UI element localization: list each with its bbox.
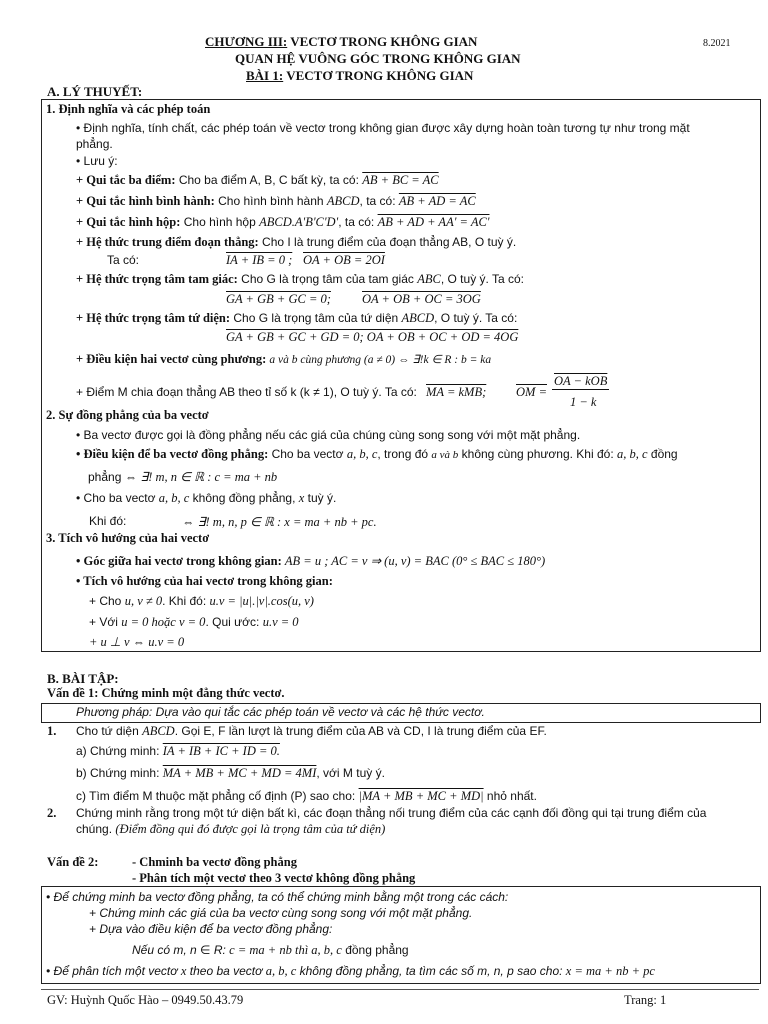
rule-collinear-formula: a và b cùng phương (a ≠ 0) ⇔ ∃!k ∈ R : b = ka — [269, 354, 492, 366]
q1b-formula: MA + MB + MC + MD = 4MI — [162, 766, 317, 780]
q1b-text: b) Chứng minh: — [76, 766, 163, 780]
part3-angle — [76, 553, 545, 569]
q2-text: Chứng minh rằng trong một tứ diện bất kì, các đoạn thẳng nối trung điểm của các cạnh đối đồng qui tại trung điểm của — [76, 806, 707, 820]
part3-dot-def-f1: u, v ≠ 0 — [124, 594, 163, 608]
topic2-label: Vấn đề 2: — [47, 855, 99, 869]
rule-midpoint — [76, 235, 516, 250]
rule-triangle-centroid-formula2: OA + OB + OC = 3OG — [362, 292, 481, 306]
rule-midpoint-formula2: OA + OB = 2OI — [303, 253, 385, 267]
rule-tetra-centroid-text2: , O tuỳ ý. Ta có: — [434, 311, 518, 325]
lesson-title-prefix: BÀI 1: — [246, 68, 284, 83]
part3-perpendicular: + u ⊥ v ⇔ u.v = 0 — [89, 635, 185, 649]
part2-title: 2. Sự đồng phẳng của ba vectơ — [46, 408, 209, 422]
part3-dot-def-f2: u.v = |u|.|v|.cos(u, v) — [209, 594, 314, 608]
topic2-method1: • Để chứng minh ba vectơ đồng phẳng, ta có thể chứng minh bằng một trong các cách: — [46, 890, 509, 904]
rule-triangle-centroid-text: Cho G là trọng tâm của tam giác — [237, 272, 418, 286]
topic1-method: Phương pháp: Dựa vào qui tắc các phép toán về vectơ và các hệ thức vectơ. — [76, 705, 485, 719]
q1c-text: c) Tìm điểm M thuộc mặt phẳng cố định (P) sao cho: — [76, 789, 359, 803]
part2-khido: Khi đó: — [89, 514, 127, 528]
q1b — [76, 766, 385, 781]
rule-triangle-centroid-text2: , O tuỳ ý. Ta có: — [440, 272, 524, 286]
part2-condition-obj: a, b, c — [346, 447, 378, 461]
q1a-formula: IA + IB + IC + ID = 0. — [162, 744, 280, 758]
section-b-heading: B. BÀI TẬP: — [47, 671, 119, 686]
topic2-title2: - Phân tích một vectơ theo 3 vectơ không đồng phẳng — [132, 871, 416, 885]
q1-text-a: Cho tứ diện — [76, 724, 143, 738]
q1a — [76, 744, 280, 759]
part3-dot-zero-text: + Với — [89, 615, 122, 629]
rule-midpoint-formula1: IA + IB = 0 ; — [226, 253, 293, 267]
rule-parallelogram-text: Cho hình bình hành — [214, 194, 327, 208]
rule-division-formula2-den: 1 − k — [570, 395, 597, 409]
q1c-formula: |MA + MB + MC + MD| — [358, 789, 484, 803]
topic2-method4-formula: c = ma + nb thì a, b, c — [229, 943, 342, 957]
topic2-method4-text2: đồng phẳng — [341, 943, 409, 957]
part2-condition — [76, 447, 678, 462]
part2-noncoplanar-obj: a, b, c — [158, 491, 190, 505]
footer-author: GV: Huỳnh Quốc Hào – 0949.50.43.79 — [47, 993, 244, 1007]
footer-page: Trang: 1 — [624, 993, 667, 1007]
part3-dot-def-text2: . Khi đó: — [162, 594, 210, 608]
rule-triangle-centroid — [76, 272, 524, 287]
part2-noncoplanar — [76, 491, 336, 506]
part2-condition-text: Cho ba vectơ — [268, 447, 347, 461]
rule-division-formula1: MA = kMB; — [426, 385, 487, 399]
topic2-method5-formula: x = ma + nb + pc — [565, 964, 655, 978]
part3-dot-def-text: + Cho — [89, 594, 125, 608]
lesson-title — [246, 68, 473, 84]
rule-three-points-formula: AB + BC = AC — [362, 173, 439, 187]
topic2-method5 — [46, 964, 655, 979]
rule-parallelepiped-text: Cho hình hộp — [180, 215, 260, 229]
lesson-title-rest: VECTƠ TRONG KHÔNG GIAN — [283, 68, 474, 83]
rule-division-formula2-lhs: OM = — [516, 385, 547, 399]
part2-condition-text4: đồng — [647, 447, 678, 461]
part3-dot-zero-f2: u.v = 0 — [262, 615, 299, 629]
part3-dot-def — [89, 594, 314, 609]
rule-collinear-label: + Điều kiện hai vectơ cùng phương: — [76, 352, 267, 366]
q1c — [76, 789, 537, 804]
part3-title: 3. Tích vô hướng của hai vectơ — [46, 531, 210, 545]
part1-line1b: phẳng. — [76, 137, 113, 151]
part2-condition-obj3: a, b, c — [617, 447, 648, 461]
q2-text-line2-italic: (Điểm đồng qui đó được gọi là trọng tâm của tứ diện) — [115, 822, 386, 836]
rule-three-points-text: Cho ba điểm A, B, C bất kỳ, ta có: — [175, 173, 363, 187]
chapter-title-rest: VECTƠ TRONG KHÔNG GIAN — [287, 34, 478, 49]
q1-text-b: . Gọi E, F lần lượt là trung điểm của AB và CD, I là trung điểm của EF. — [174, 724, 547, 738]
q1-object: ABCD — [142, 724, 175, 738]
part2-condition-text2: , trong đó — [377, 447, 432, 461]
part2-noncoplanar-text3: tuỳ ý. — [304, 491, 337, 505]
chapter-title — [205, 34, 477, 50]
chapter-subtitle: QUAN HỆ VUÔNG GÓC TRONG KHÔNG GIAN — [235, 51, 521, 66]
footer-rule — [41, 989, 759, 990]
part2-line1: • Ba vectơ được gọi là đồng phẳng nếu các giá của chúng cùng song song với một mặt phẳng. — [76, 428, 581, 442]
part1-note: • Lưu ý: — [76, 154, 118, 168]
topic2-method5-text3: không đồng phẳng, ta tìm các số m, n, p sao cho: — [296, 964, 566, 978]
date-label: 8.2021 — [703, 38, 731, 49]
rule-midpoint-taco: Ta có: — [107, 253, 140, 267]
rule-parallelogram-text2: , ta có: — [359, 194, 399, 208]
rule-triangle-centroid-object: ABC — [417, 272, 441, 286]
part3-dot-title: • Tích vô hướng của hai vectơ trong không gian: — [76, 574, 333, 588]
part2-condition-b-formula: ⇔ ∃! m, n ∈ ℝ : c = ma + nb — [124, 470, 278, 484]
q2-text-line2 — [76, 822, 385, 837]
rule-tetra-centroid — [76, 311, 517, 326]
part2-noncoplanar-text: • Cho ba vectơ — [76, 491, 159, 505]
rule-parallelogram-formula: AB + AD = AC — [398, 194, 476, 208]
rule-parallelepiped-label: + Qui tắc hình hộp: — [76, 215, 181, 229]
topic2-method4-text: Nếu có m, n ∈ R: — [132, 943, 230, 957]
rule-division-text: + Điểm M chia đoạn thẳng AB theo tỉ số k (k ≠ 1), O tuỳ ý. Ta có: — [76, 385, 417, 399]
section-a-heading: A. LÝ THUYẾT: — [47, 84, 143, 99]
q1b-text2: , với M tuỳ ý. — [316, 766, 385, 780]
topic2-method2: + Chứng minh các giá của ba vectơ cùng song song với một mặt phẳng. — [89, 906, 473, 920]
part3-angle-label: • Góc giữa hai vectơ trong không gian: — [76, 554, 282, 568]
part2-condition-label: • Điều kiện để ba vectơ đồng phẳng: — [76, 447, 269, 461]
rule-division-formula2-num: OA − kOB — [554, 374, 608, 388]
part2-condition-b — [88, 469, 277, 485]
topic2-method3: + Dựa vào điều kiện để ba vectơ đồng phẳng: — [89, 922, 333, 936]
part3-dot-zero — [89, 615, 299, 630]
rule-tetra-centroid-object: ABCD — [401, 311, 435, 325]
rule-parallelepiped — [76, 215, 489, 230]
rule-parallelepiped-object: ABCD.A'B'C'D' — [259, 215, 339, 229]
part3-dot-zero-text2: . Qui ước: — [205, 615, 263, 629]
rule-triangle-centroid-formula1: GA + GB + GC = 0; — [226, 292, 331, 306]
topic2-method4 — [132, 943, 409, 958]
rule-collinear — [76, 352, 491, 367]
topic2-method5-text2: theo ba vectơ — [186, 964, 266, 978]
part2-condition-text3: không cùng phương. Khi đó: — [458, 447, 617, 461]
part3-angle-formula: AB = u ; AC = v ⇒ (u, v) = BAC (0° ≤ BAC ≤ 180°) — [284, 554, 546, 568]
q1-text — [76, 724, 547, 739]
rule-three-points-label: + Qui tắc ba điểm: — [76, 173, 176, 187]
rule-midpoint-label: + Hệ thức trung điểm đoạn thẳng: — [76, 235, 259, 249]
part1-line1: • Định nghĩa, tính chất, các phép toán về vectơ trong không gian được xây dựng hoàn toàn tương tự như trong mặt — [76, 121, 690, 135]
part2-noncoplanar-text2: không đồng phẳng, — [189, 491, 299, 505]
rule-triangle-centroid-label: + Hệ thức trọng tâm tam giác: — [76, 272, 238, 286]
part2-condition-b-text: phẳng — [88, 470, 125, 484]
rule-midpoint-text: Cho I là trung điểm của đoạn thẳng AB, O tuỳ ý. — [258, 235, 517, 249]
topic2-method5-obj2: a, b, c — [265, 964, 297, 978]
rule-parallelogram-label: + Qui tắc hình bình hành: — [76, 194, 215, 208]
part2-khido-formula: ⇔ ∃! m, n, p ∈ ℝ : x = ma + nb + pc. — [182, 515, 377, 529]
rule-parallelogram-object: ABCD — [326, 194, 360, 208]
chapter-title-prefix: CHƯƠNG III: — [205, 34, 288, 49]
rule-parallelepiped-formula: AB + AD + AA' = AC' — [377, 215, 490, 229]
part2-condition-obj2: a và b — [431, 449, 459, 461]
part3-dot-zero-f1: u = 0 hoặc v = 0 — [121, 615, 206, 629]
rule-tetra-centroid-formula: GA + GB + GC + GD = 0; OA + OB + OC + OD = 4OG — [226, 330, 519, 344]
topic2-title1: - Chminh ba vectơ đồng phẳng — [132, 855, 297, 869]
part2-noncoplanar-obj2: x — [298, 491, 305, 505]
q2-text-line2-a: chúng. — [76, 822, 116, 836]
topic2-method5-text: • Để phân tích một vectơ — [46, 964, 181, 978]
q1c-text2: nhỏ nhất. — [483, 789, 537, 803]
rule-tetra-centroid-text: Cho G là trọng tâm của tứ diện — [230, 311, 402, 325]
q1-number: 1. — [47, 724, 57, 738]
q1a-text: a) Chứng minh: — [76, 744, 163, 758]
rule-three-points — [76, 173, 439, 188]
part1-title: 1. Định nghĩa và các phép toán — [46, 102, 211, 116]
rule-parallelepiped-text2: , ta có: — [338, 215, 378, 229]
rule-parallelogram — [76, 194, 476, 209]
q2-number: 2. — [47, 806, 57, 820]
topic2-method5-obj1: x — [180, 964, 187, 978]
rule-tetra-centroid-label: + Hệ thức trọng tâm tứ diện: — [76, 311, 231, 325]
topic1-title: Vấn đề 1: Chứng minh một đẳng thức vectơ. — [47, 686, 285, 700]
